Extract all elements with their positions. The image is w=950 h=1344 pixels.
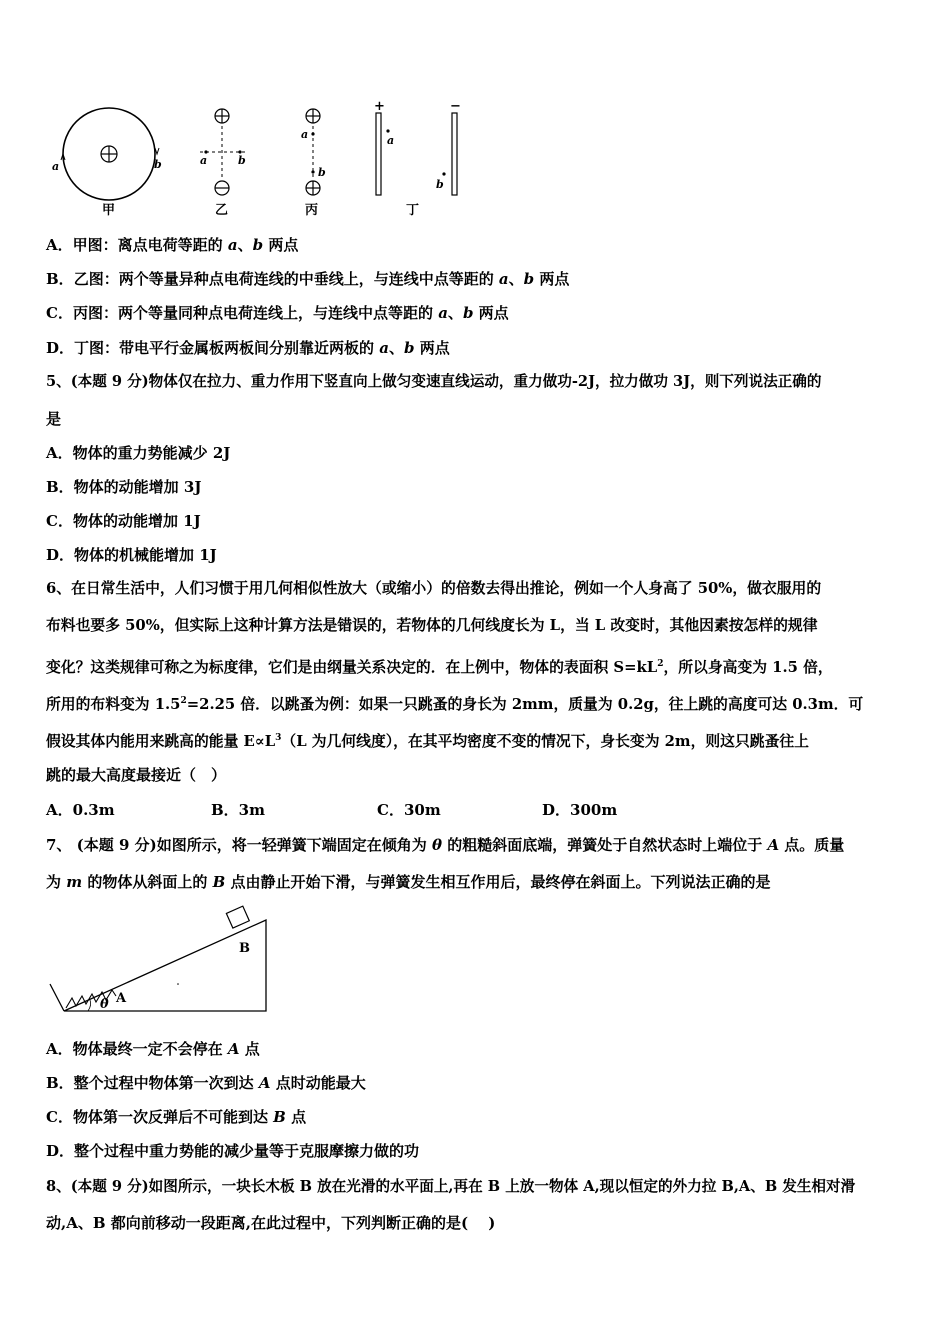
q7-option-a: A．物体最终一定不会停在 A 点	[46, 1040, 260, 1058]
fig-bing-b: b	[318, 166, 326, 179]
fig-label-jia: 甲	[102, 203, 116, 218]
q5-stem-line1: 5、(本题 9 分)物体仅在拉力、重力作用下竖直向上做匀变速直线运动，重力做功-2J，拉力做功 3J，则下列说法正确的	[46, 373, 822, 390]
q6-option-d: D．300m	[542, 801, 618, 819]
incline-slope	[64, 920, 266, 1011]
fig-label-ding: 丁	[406, 203, 420, 218]
q4-option-b: B．乙图：两个等量异种点电荷连线的中垂线上，与连线中点等距的 a、b 两点	[46, 270, 570, 288]
fig-jia-a: a	[52, 160, 60, 173]
q4-option-a: A．甲图：离点电荷等距的 a、b 两点	[46, 236, 299, 254]
q7-stem-line2: 为 m 的物体从斜面上的 B 点由静止开始下滑，与弹簧发生相互作用后，最终停在斜面上。下列说法正确的是	[46, 873, 771, 891]
q6-option-a: A．0.3m	[46, 801, 115, 819]
fig-yi-b: b	[238, 154, 246, 167]
fig-label-yi: 乙	[215, 203, 229, 218]
q6-stem-line5: 假设其体内能用来跳高的能量 $E\propto L^3(L$ 为几何线度），在其平均密度不变的情况下，身长变为 2m，则这只跳蚤往上	[46, 732, 809, 750]
incline-base-wall	[50, 984, 64, 1011]
q5-stem-line2: 是	[46, 410, 62, 428]
fig-ding-minus: −	[450, 100, 461, 114]
q5-option-c: C．物体的动能增加 1J	[46, 512, 201, 530]
fig-ding-b: b	[436, 178, 444, 191]
q5-option-d: D．物体的机械能增加 1J	[46, 546, 217, 564]
q4-option-c: C．丙图：两个等量同种点电荷连线上，与连线中点等距的 a、b 两点	[46, 304, 509, 322]
q6-option-b: B．3m	[211, 801, 265, 819]
incline-label-b: B	[239, 941, 250, 956]
q5-option-b: B．物体的动能增加 3J	[46, 478, 202, 496]
fig-yi-a: a	[200, 154, 208, 167]
fig-jia-b: b	[154, 158, 162, 171]
fig-ding-plus: +	[374, 100, 385, 114]
q7-option-d: D．整个过程中重力势能的减少量等于克服摩擦力做的功	[46, 1142, 420, 1160]
q6-stem-line6: 跳的最大高度最接近（ ）	[46, 766, 227, 784]
incline-label-theta: θ	[100, 997, 109, 1012]
block-b	[226, 906, 249, 928]
fig-label-bing: 丙	[305, 203, 319, 218]
fig-bing-a: a	[301, 128, 309, 141]
q8-stem-line1: 8、(本题 9 分)如图所示，一块长木板 B 放在光滑的水平面上,再在 B 上放一物体 A,现以恒定的外力拉 B,A、B 发生相对滑	[46, 1178, 856, 1195]
q7-option-c: C．物体第一次反弹后不可能到达 B 点	[46, 1108, 307, 1126]
incline-label-a: A	[116, 991, 127, 1006]
field-figures	[46, 100, 486, 220]
q6-stem-line4: 所用的布料变为 $1.5^2=2.25$ 倍．以跳蚤为例：如果一只跳蚤的身长为 2mm，质量为 0.2g，往上跳的高度可达 0.3m．可	[46, 695, 864, 713]
q6-stem-line1: 6、在日常生活中，人们习惯于用几何相似性放大（或缩小）的倍数去得出推论，例如一个人身高了 50%，做衣服用的	[46, 580, 822, 597]
q7-option-b: B．整个过程中物体第一次到达 A 点时动能最大	[46, 1074, 366, 1092]
q7-stem-line1: 7、 (本题 9 分)如图所示，将一轻弹簧下端固定在倾角为 θ 的粗糙斜面底端，弹簧处于自然状态时上端位于 A 点。质量	[46, 836, 845, 854]
fig-ding-left-plate	[376, 113, 381, 195]
q4-option-d: D．丁图：带电平行金属板两板间分别靠近两板的 a、b 两点	[46, 339, 450, 357]
q6-option-c: C．30m	[377, 801, 441, 819]
incline-figure	[46, 904, 276, 1014]
q6-stem-line3: 变化？这类规律可称之为标度律，它们是由纲量关系决定的．在上例中，物体的表面积 $S=kL^2$，所以身高变为 1.5 倍，	[46, 658, 833, 676]
q8-stem-line2: 动,A、B 都向前移动一段距离,在此过程中，下列判断正确的是( )	[46, 1214, 496, 1232]
fig-ding-a: a	[387, 134, 395, 147]
q5-option-a: A．物体的重力势能减少 2J	[46, 444, 231, 462]
q6-stem-line2: 布料也要多 50%，但实际上这种计算方法是错误的，若物体的几何线度长为 L，当 L 改变时，其他因素按怎样的规律	[46, 617, 818, 634]
fig-ding-right-plate	[452, 113, 457, 195]
